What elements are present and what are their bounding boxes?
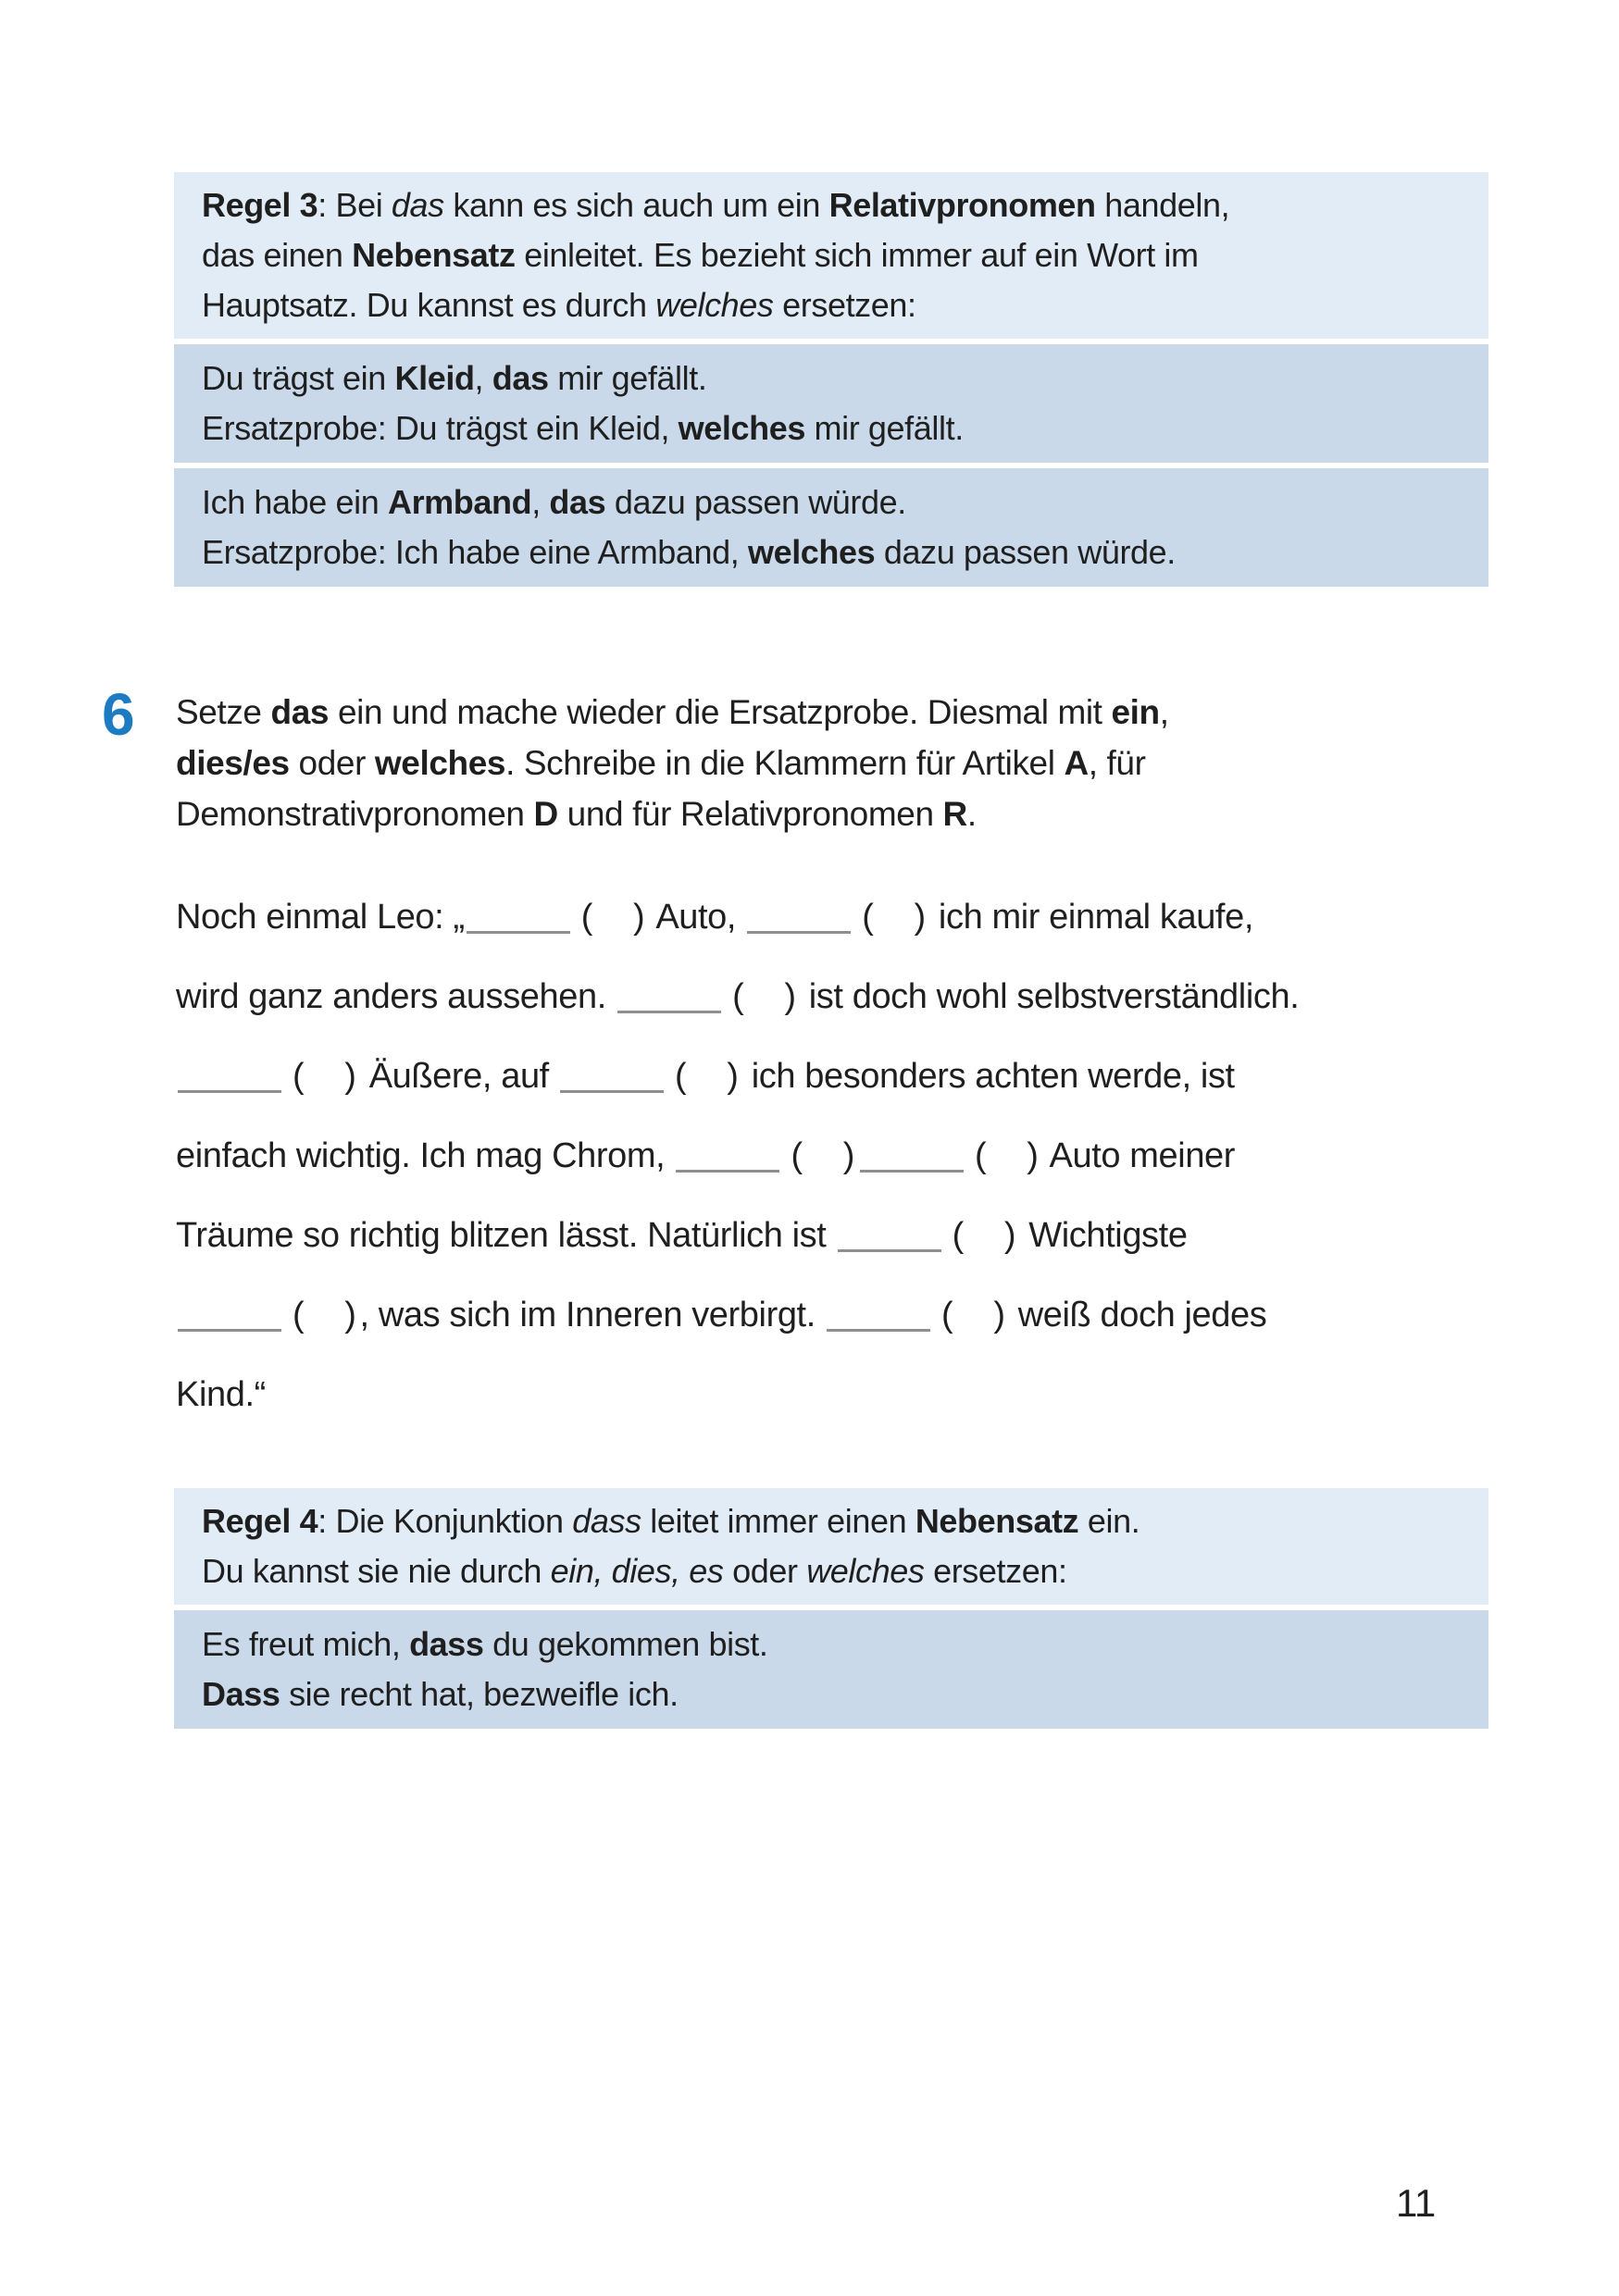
text-segment: . Schreibe in die Klammern für Artikel	[505, 744, 1065, 782]
text-segment: A	[1064, 744, 1089, 782]
exercise6-fill-text	[176, 877, 1527, 1434]
page-number: 11	[1396, 2181, 1436, 2225]
text-segment: wird ganz anders aussehen.	[176, 977, 616, 1016]
text-line	[202, 1620, 1461, 1669]
text-segment: du gekommen bist.	[483, 1625, 768, 1663]
text-segment: welches	[678, 409, 805, 447]
text-line	[176, 1275, 1527, 1355]
text-segment: Dass	[202, 1675, 280, 1713]
blank-answer-line[interactable]	[860, 1170, 964, 1173]
text-segment: Ich habe ein	[202, 483, 388, 521]
rule4-example-1	[174, 1610, 1488, 1729]
answer-parens[interactable]: ( )	[862, 898, 926, 937]
text-segment: Hauptsatz. Du kannst es durch	[202, 286, 656, 324]
text-segment: das	[549, 483, 606, 521]
text-segment: und für Relativpronomen	[557, 795, 943, 833]
text-line	[202, 280, 1461, 330]
text-segment: Es freut mich,	[202, 1625, 410, 1663]
exercise6-number: 6	[102, 681, 135, 748]
text-segment: Auto,	[648, 898, 746, 937]
text-line	[202, 527, 1461, 577]
text-segment: das einen	[202, 236, 353, 274]
text-segment: ersetzen:	[773, 286, 916, 324]
text-segment: das	[492, 359, 549, 397]
text-line	[202, 478, 1461, 527]
text-segment: Auto meiner	[1041, 1136, 1236, 1175]
answer-parens[interactable]: ( )	[675, 1057, 739, 1096]
answer-parens[interactable]: ( )	[732, 977, 796, 1016]
answer-parens[interactable]: ( )	[941, 1296, 1005, 1334]
text-segment: weiß doch jedes	[1008, 1296, 1267, 1334]
text-segment: ein	[1111, 693, 1160, 731]
text-segment: ,	[474, 359, 492, 397]
text-segment: dass	[409, 1625, 484, 1663]
text-segment: dass	[572, 1502, 641, 1540]
text-line	[176, 1036, 1527, 1116]
text-segment: Äußere, auf	[359, 1057, 559, 1096]
rule3-example-2	[174, 468, 1488, 587]
text-segment: D	[533, 795, 558, 833]
text-segment: Wichtigste	[1019, 1216, 1188, 1255]
text-segment: welches	[655, 286, 774, 324]
text-segment: Armband	[387, 483, 532, 521]
blank-answer-line[interactable]	[617, 1011, 721, 1013]
blank-answer-line[interactable]	[827, 1329, 930, 1332]
blank-answer-line[interactable]	[560, 1090, 664, 1093]
text-segment: , für	[1088, 744, 1146, 782]
text-segment: ein, dies, es	[550, 1552, 724, 1590]
answer-parens[interactable]: ( )	[952, 1216, 1016, 1255]
text-segment: Kleid	[394, 359, 475, 397]
blank-answer-line[interactable]	[676, 1170, 779, 1173]
text-segment: Ersatzprobe: Du trägst ein Kleid,	[202, 409, 679, 447]
text-segment: welches	[806, 1552, 925, 1590]
text-segment: , was sich im Inneren verbirgt.	[359, 1296, 826, 1334]
text-segment: oder	[723, 1552, 807, 1590]
text-line	[202, 1496, 1461, 1546]
text-line	[176, 687, 1407, 738]
answer-parens[interactable]: ( )	[974, 1136, 1039, 1175]
text-segment: ich besonders achten werde, ist	[741, 1057, 1235, 1096]
text-line	[176, 957, 1527, 1036]
text-segment: welches	[747, 533, 876, 571]
text-line	[202, 354, 1461, 403]
text-segment: ,	[1159, 693, 1169, 731]
text-line	[176, 877, 1527, 957]
text-segment: Noch einmal Leo: „	[176, 898, 465, 937]
answer-parens[interactable]: ( )	[293, 1296, 356, 1334]
text-segment: Nebensatz	[915, 1502, 1079, 1540]
text-line	[176, 788, 1407, 839]
text-segment: Kind.“	[176, 1375, 266, 1414]
blank-answer-line[interactable]	[178, 1090, 281, 1093]
rule4-rule-text	[174, 1488, 1488, 1605]
text-segment: das	[391, 186, 444, 224]
text-segment: ist doch wohl selbstverständlich.	[799, 977, 1300, 1016]
text-segment: Träume so richtig blitzen lässt. Natürlich ist	[176, 1216, 836, 1255]
text-line	[176, 738, 1407, 788]
text-segment: handeln,	[1095, 186, 1230, 224]
text-segment: mir gefällt.	[548, 359, 707, 397]
text-line	[202, 230, 1461, 280]
text-line	[202, 403, 1461, 453]
text-segment: dazu passen würde.	[875, 533, 1176, 571]
text-segment: : Die Konjunktion	[318, 1502, 573, 1540]
rule3-rule-text	[174, 172, 1488, 339]
text-segment: ein und mache wieder die Ersatzprobe. Diesmal mit	[329, 693, 1112, 731]
text-line	[176, 1196, 1527, 1275]
text-segment: Regel 4	[202, 1502, 318, 1540]
blank-answer-line[interactable]	[467, 931, 570, 934]
answer-parens[interactable]: ( )	[791, 1136, 854, 1175]
text-segment: Du kannst sie nie durch	[202, 1552, 551, 1590]
text-segment: welches	[374, 744, 506, 782]
exercise6-instruction	[176, 687, 1407, 839]
text-line	[176, 1355, 1527, 1434]
text-segment: Relativpronomen	[828, 186, 1096, 224]
text-segment: R	[942, 795, 967, 833]
rule4-box	[174, 1488, 1488, 1734]
text-segment: das	[270, 693, 330, 731]
text-segment: Setze	[176, 693, 271, 731]
answer-parens[interactable]: ( )	[293, 1057, 356, 1096]
text-segment: leitet immer einen	[641, 1502, 915, 1540]
text-segment: Du trägst ein	[202, 359, 395, 397]
text-segment: sie recht hat, bezweifle ich.	[280, 1675, 679, 1713]
text-segment: oder	[289, 744, 375, 782]
text-segment: .	[966, 795, 977, 833]
text-segment: ein.	[1078, 1502, 1140, 1540]
blank-answer-line[interactable]	[838, 1249, 941, 1252]
text-line	[202, 1669, 1461, 1719]
text-segment: ich mir einmal kaufe,	[928, 898, 1253, 937]
blank-answer-line[interactable]	[178, 1329, 281, 1332]
text-line	[202, 180, 1461, 230]
text-segment: Nebensatz	[352, 236, 516, 274]
text-segment: Demonstrativpronomen	[176, 795, 534, 833]
rule3-box	[174, 172, 1488, 592]
rule3-example-1	[174, 344, 1488, 463]
text-segment: : Bei	[318, 186, 392, 224]
text-segment: einfach wichtig. Ich mag Chrom,	[176, 1136, 675, 1175]
text-segment: mir gefällt.	[804, 409, 964, 447]
text-segment: dies/es	[176, 744, 290, 782]
text-line	[202, 1546, 1461, 1596]
text-segment: ,	[531, 483, 550, 521]
text-segment: Ersatzprobe: Ich habe eine Armband,	[202, 533, 748, 571]
text-segment: kann es sich auch um ein	[443, 186, 829, 224]
text-segment: dazu passen würde.	[605, 483, 906, 521]
blank-answer-line[interactable]	[747, 931, 851, 934]
text-segment: ersetzen:	[924, 1552, 1067, 1590]
answer-parens[interactable]: ( )	[580, 898, 645, 937]
text-segment: einleitet. Es bezieht sich immer auf ein Wort im	[515, 236, 1199, 274]
text-line	[176, 1116, 1527, 1196]
text-segment: Regel 3	[202, 186, 318, 224]
